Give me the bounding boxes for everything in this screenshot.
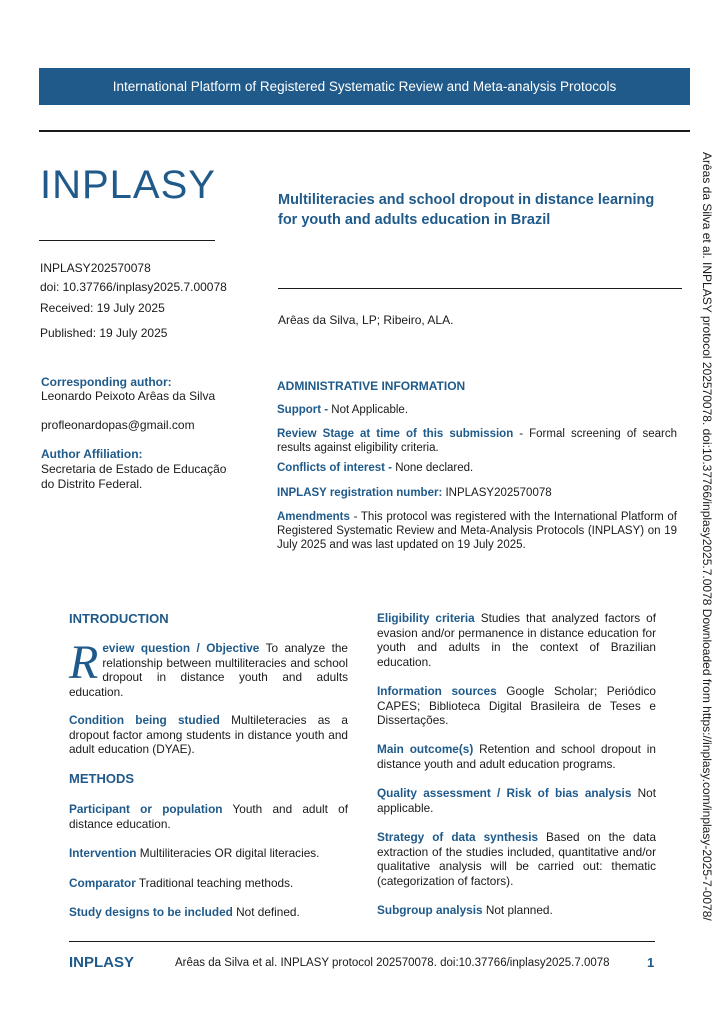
participant-label: Participant or population bbox=[69, 802, 223, 816]
subgroup-label: Subgroup analysis bbox=[377, 903, 483, 917]
comparator-text: Traditional teaching methods. bbox=[135, 876, 294, 890]
page-number: 1 bbox=[647, 955, 655, 970]
condition-section bbox=[69, 713, 348, 757]
authors: Arêas da Silva, LP; Ribeiro, ALA. bbox=[278, 313, 454, 327]
banner-text: International Platform of Registered Systematic Review and Meta-analysis Protocols bbox=[112, 79, 617, 94]
registration-item bbox=[277, 486, 677, 500]
author-email: profleonardopas@gmail.com bbox=[41, 418, 195, 432]
registration-label: INPLASY registration number: bbox=[277, 487, 443, 499]
eligibility-label: Eligibility criteria bbox=[377, 611, 475, 625]
study-design-section bbox=[69, 905, 348, 920]
review-question-label: eview question / Objective bbox=[102, 641, 260, 655]
protocol-id: INPLASY202570078 bbox=[40, 261, 151, 275]
subgroup-section bbox=[377, 903, 656, 918]
methods-heading: METHODS bbox=[69, 771, 134, 786]
info-sources-text: Google Scholar; Periódico CAPES; Biblioteca Digital Brasileira de Teses e Dissertações. bbox=[377, 684, 656, 727]
support-label: Support - bbox=[277, 404, 329, 416]
corresponding-author-label: Corresponding author: bbox=[41, 375, 172, 389]
footer-rule bbox=[69, 941, 655, 942]
condition-label: Condition being studied bbox=[69, 713, 220, 727]
corresponding-author-name: Leonardo Peixoto Arêas da Silva bbox=[41, 389, 216, 403]
info-sources-section bbox=[377, 684, 656, 728]
conflicts-item bbox=[277, 461, 677, 475]
condition-text: Multileteracies as a dropout factor among students in distance youth and adult education (DYAE). bbox=[69, 713, 348, 756]
support-item bbox=[277, 403, 677, 417]
main-outcome-label: Main outcome(s) bbox=[377, 742, 474, 756]
subgroup-text: Not planned. bbox=[482, 903, 553, 917]
published-date: Published: 19 July 2025 bbox=[40, 326, 168, 340]
quality-assessment-section bbox=[377, 786, 656, 815]
amendments-label: Amendments bbox=[277, 511, 350, 523]
conflicts-text: None declared. bbox=[392, 462, 474, 474]
eligibility-section bbox=[377, 611, 656, 669]
info-sources-label: Information sources bbox=[377, 684, 497, 698]
comparator-section bbox=[69, 876, 348, 891]
registration-text: INPLASY202570078 bbox=[442, 487, 552, 499]
review-stage-item bbox=[277, 427, 677, 455]
drop-cap: R bbox=[69, 636, 99, 689]
quality-assessment-label: Quality assessment / Risk of bias analysis bbox=[377, 786, 632, 800]
data-synthesis-text: Based on the data extraction of the studies included, quantitative and/or qualitative analysis will be carried out: thematic (categorization of factors). bbox=[377, 830, 656, 888]
conflicts-label: Conflicts of interest - bbox=[277, 462, 393, 474]
amendments-item bbox=[277, 510, 677, 552]
review-question-section bbox=[69, 636, 348, 699]
review-stage-label: Review Stage at time of this submission bbox=[277, 428, 514, 440]
intervention-section bbox=[69, 846, 348, 861]
header-banner bbox=[39, 68, 690, 105]
vertical-citation-text: Arêas da Silva et al. INPLASY protocol 202570078. doi:10.37766/inplasy2025.7.0078 Downloaded from https://inplasy.com/inplasy-2025-7-0078/ bbox=[700, 152, 714, 921]
introduction-heading: INTRODUCTION bbox=[69, 611, 169, 626]
logo-rule bbox=[39, 240, 215, 241]
comparator-label: Comparator bbox=[69, 876, 136, 890]
footer-citation: Arêas da Silva et al. INPLASY protocol 202570078. doi:10.37766/inplasy2025.7.0078 bbox=[175, 957, 610, 969]
title-rule bbox=[278, 288, 682, 289]
review-stage-text: - Formal screening of search results against eligibility criteria. bbox=[277, 428, 677, 454]
vertical-citation bbox=[700, 152, 720, 932]
review-question-text: To analyze the relationship between multiliteracies and school dropout in distance youth and adults education. bbox=[69, 641, 348, 699]
study-design-text: Not defined. bbox=[232, 905, 300, 919]
footer-logo: INPLASY bbox=[69, 954, 135, 971]
study-design-label: Study designs to be included bbox=[69, 905, 233, 919]
affiliation-label: Author Affiliation: bbox=[41, 447, 143, 461]
received-date: Received: 19 July 2025 bbox=[40, 301, 165, 315]
top-rule bbox=[39, 130, 690, 132]
data-synthesis-section bbox=[377, 830, 656, 888]
article-title: Multiliteracies and school dropout in distance learning for youth and adults education in Brazil bbox=[278, 192, 655, 228]
eligibility-text: Studies that analyzed factors of evasion and/or permanence in distance education for youth and adults in the context of Brazilian education. bbox=[377, 611, 656, 669]
affiliation-line-2: do Distrito Federal. bbox=[41, 477, 143, 491]
affiliation-line-1: Secretaria de Estado de Educação bbox=[41, 462, 227, 476]
participant-text: Youth and adult of distance education. bbox=[69, 802, 348, 831]
intervention-text: Multiliteracies OR digital literacies. bbox=[136, 846, 320, 860]
data-synthesis-label: Strategy of data synthesis bbox=[377, 830, 539, 844]
inplasy-logo: INPLASY bbox=[40, 163, 216, 207]
quality-assessment-text: Not applicable. bbox=[377, 786, 656, 815]
support-text: Not Applicable. bbox=[328, 404, 409, 416]
admin-heading: ADMINISTRATIVE INFORMATION bbox=[277, 379, 466, 393]
amendments-text: - This protocol was registered with the International Platform of Registered Systematic Review and Meta-Analysis Protocols (INPLASY) on 19 July 2025 and was last updated on 19 July 2025. bbox=[277, 511, 677, 551]
main-outcome-text: Retention and school dropout in distance youth and adult education programs. bbox=[377, 742, 656, 771]
doi: doi: 10.37766/inplasy2025.7.00078 bbox=[40, 280, 227, 294]
intervention-label: Intervention bbox=[69, 846, 137, 860]
main-outcome-section bbox=[377, 742, 656, 771]
participant-section bbox=[69, 802, 348, 831]
